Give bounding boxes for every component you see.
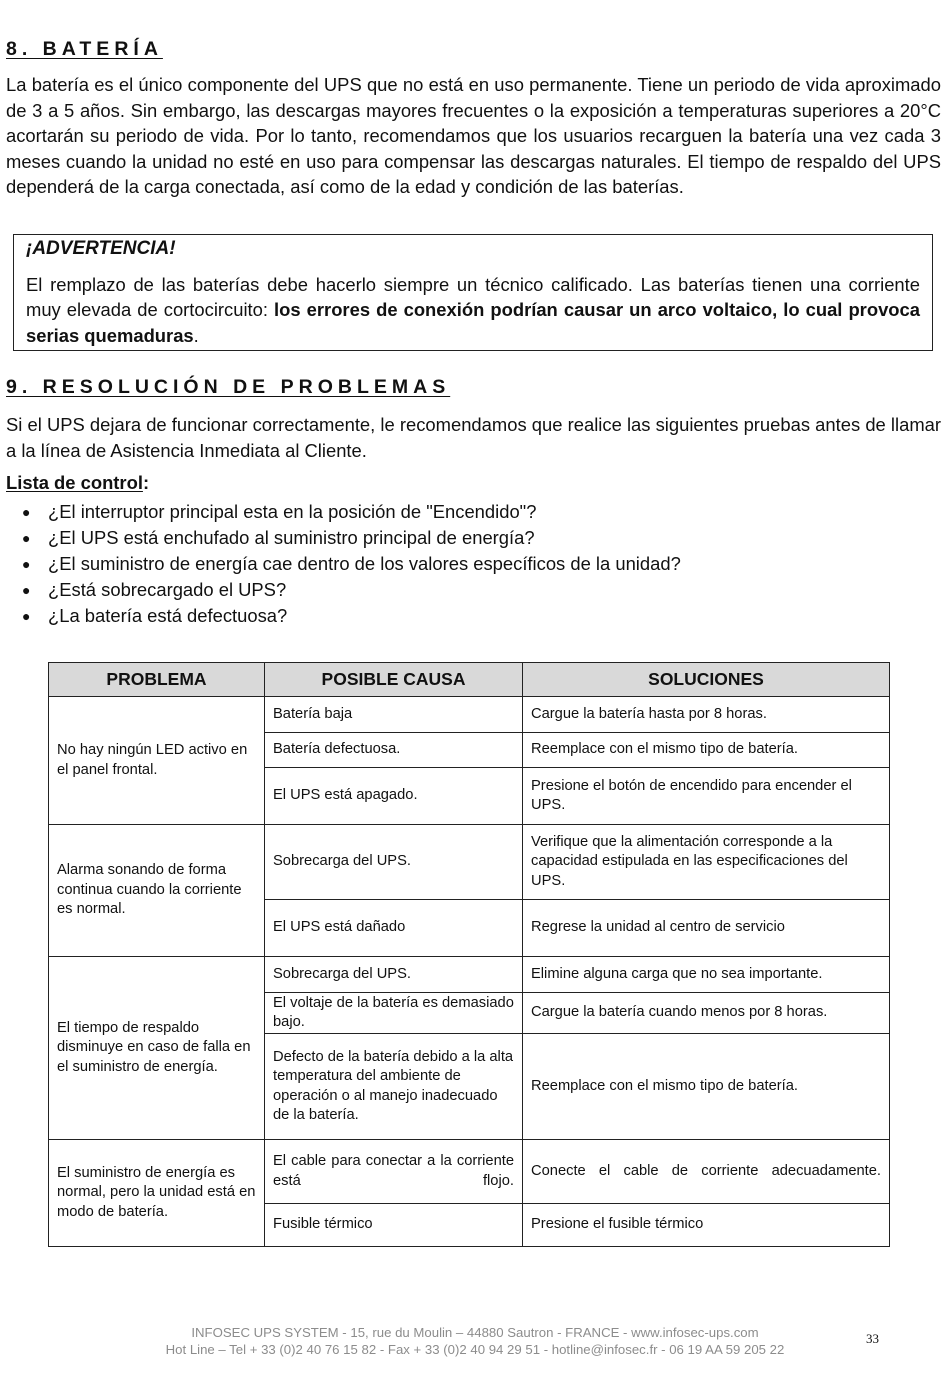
checklist-item [22, 551, 681, 577]
checklist-item [22, 499, 681, 525]
warning-text-end: . [193, 324, 199, 346]
warning-title: ¡ADVERTENCIA! [26, 238, 176, 259]
section-8-heading: 8. BATERÍA [6, 38, 163, 60]
solution-cell: Cargue la batería hasta por 8 horas. [523, 697, 890, 733]
checklist-title-text: Lista de control [6, 472, 143, 493]
page-number: 33 [866, 1331, 879, 1346]
warning-text [26, 272, 920, 348]
cause-cell: El voltaje de la batería es demasiado bajo. [265, 993, 523, 1034]
warning-text-bold: los errores de conexión podrían causar un arco voltaico, lo cual provoca serias quemaduras [26, 299, 920, 346]
checklist-title-colon: : [142, 472, 150, 493]
solution-cell: Reemplace con el mismo tipo de batería. [523, 1034, 890, 1140]
bullet-icon: ● [22, 582, 31, 598]
problem-cell: El suministro de energía es normal, pero la unidad está en modo de batería. [49, 1140, 265, 1247]
problem-cell: No hay ningún LED activo en el panel frontal. [49, 697, 265, 825]
cause-cell: Batería defectuosa. [265, 733, 523, 768]
cause-cell: Sobrecarga del UPS. [265, 825, 523, 900]
section-8-paragraph: La batería es el único componente del UPS que no está en uso permanente. Tiene un periodo de vida aproximado de 3 a 5 años. Sin embargo, las descargas mayores frecuentes o la exposición a temperaturas superiores a 20°C acortarán su periodo de vida. Por lo tanto, recomendamos que los usuarios recarguen la batería una vez cada 3 meses cuando la unidad no esté en uso para compensar las descargas naturales. El tiempo de respaldo del UPS dependerá de la carga conectada, así como de la edad y condición de las baterías. [6, 74, 941, 198]
checklist-item-text: ¿El suministro de energía cae dentro de los valores específicos de la unidad? [48, 553, 681, 574]
footer-line-2: Hot Line – Tel + 33 (0)2 40 76 15 82 - Fax + 33 (0)2 40 94 29 51 - hotline@infosec.fr - 06 19 AA 59 205 22 [165, 1342, 785, 1357]
cause-cell: Sobrecarga del UPS. [265, 957, 523, 993]
cause-cell: El UPS está dañado [265, 900, 523, 957]
table-row [49, 1140, 890, 1204]
checklist-item [22, 577, 681, 603]
solution-cell: Regrese la unidad al centro de servicio [523, 900, 890, 957]
checklist-item [22, 603, 681, 629]
table-row [49, 697, 890, 733]
section-9-paragraph: Si el UPS dejara de funcionar correctamente, le recomendamos que realice las siguientes pruebas antes de llamar a la línea de Asistencia Inmediata al Cliente. [6, 414, 941, 461]
table-header-row [49, 663, 890, 697]
warning-text-plain: El remplazo de las baterías debe hacerlo siempre un técnico calificado. Las baterías tienen una corriente muy elevada de cortocircuito: [26, 274, 920, 321]
warning-box [13, 234, 933, 351]
problem-cell: El tiempo de respaldo disminuye en caso de falla en el suministro de energía. [49, 957, 265, 1140]
cause-cell: Fusible térmico [265, 1204, 523, 1247]
solution-cell: Verifique que la alimentación corresponde a la capacidad estipulada en las especificaciones del UPS. [523, 825, 890, 900]
table-row [49, 825, 890, 900]
bullet-icon: ● [22, 530, 31, 546]
header-soluciones: SOLUCIONES [523, 663, 890, 697]
header-posible-causa: POSIBLE CAUSA [265, 663, 523, 697]
checklist-item-text: ¿Está sobrecargado el UPS? [48, 579, 287, 600]
bullet-icon: ● [22, 556, 31, 572]
troubleshooting-table [48, 662, 890, 1247]
solution-cell: Presione el fusible térmico [523, 1204, 890, 1247]
problem-cell: Alarma sonando de forma continua cuando la corriente es normal. [49, 825, 265, 957]
bullet-icon: ● [22, 608, 31, 624]
section-9-heading: 9. RESOLUCIÓN DE PROBLEMAS [6, 376, 451, 398]
table-row [49, 957, 890, 993]
solution-cell: Elimine alguna carga que no sea importante. [523, 957, 890, 993]
footer-line-1: INFOSEC UPS SYSTEM - 15, rue du Moulin – 44880 Sautron - FRANCE - www.infosec-ups.com [191, 1325, 759, 1340]
header-problema: PROBLEMA [49, 663, 265, 697]
checklist [22, 499, 681, 629]
bullet-icon: ● [22, 504, 31, 520]
solution-cell: Reemplace con el mismo tipo de batería. [523, 733, 890, 768]
checklist-item-text: ¿La batería está defectuosa? [48, 605, 288, 626]
solution-cell: Cargue la batería cuando menos por 8 horas. [523, 993, 890, 1034]
cause-cell: Defecto de la batería debido a la alta temperatura del ambiente de operación o al manejo inadecuado de la batería. [265, 1034, 523, 1140]
checklist-item-text: ¿El interruptor principal esta en la posición de "Encendido"? [48, 501, 537, 522]
checklist-item-text: ¿El UPS está enchufado al suministro principal de energía? [48, 527, 535, 548]
checklist-item [22, 525, 681, 551]
solution-cell: Presione el botón de encendido para encender el UPS. [523, 768, 890, 825]
cause-cell: El UPS está apagado. [265, 768, 523, 825]
cause-cell: El cable para conectar a la corriente está flojo. [265, 1140, 523, 1204]
cause-cell: Batería baja [265, 697, 523, 733]
checklist-title [6, 472, 149, 494]
solution-cell: Conecte el cable de corriente adecuadamente. [523, 1140, 890, 1204]
